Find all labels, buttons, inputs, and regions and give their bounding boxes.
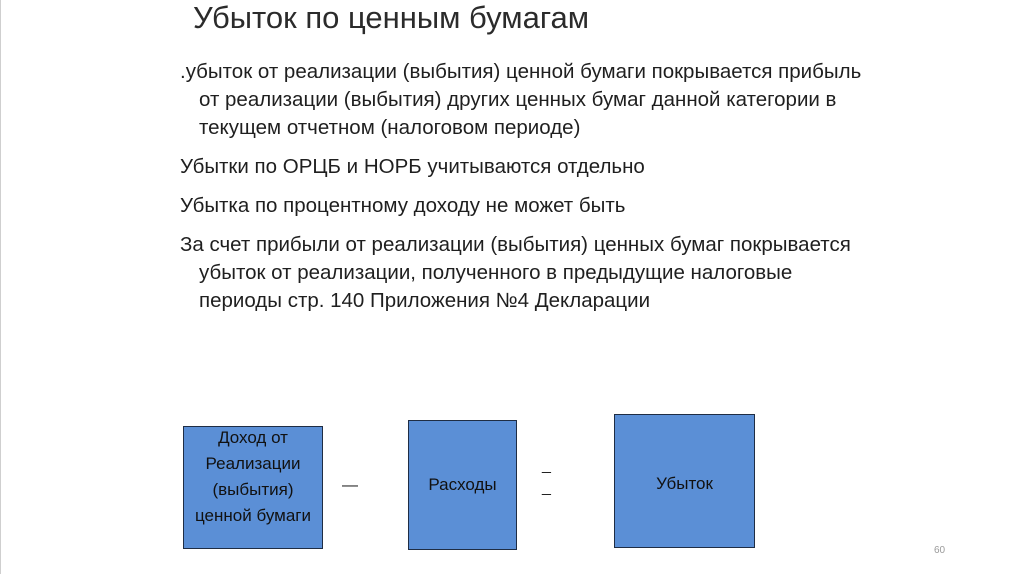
paragraph-3: Убытка по процентному доходу не может быть (180, 194, 626, 217)
income-box (183, 426, 323, 549)
equals-sign-top: _ (542, 457, 551, 474)
page-number: 60 (934, 545, 946, 556)
slide-body (180, 58, 870, 315)
equals-sign-bottom: _ (542, 479, 551, 496)
income-box-label: Доход от Реализации (выбытия) ценной бумаги (195, 428, 311, 525)
expenses-box (408, 420, 517, 550)
loss-box (614, 414, 755, 548)
paragraph-2: Убытки по ОРЦБ и НОРБ учитываются отдельно (180, 155, 645, 178)
minus-sign: — (342, 477, 358, 494)
slide-left-border (0, 0, 7, 574)
expenses-box-label: Расходы (428, 475, 497, 494)
paragraph-4: За счет прибыли от реализации (выбытия) ценных бумаг покрывается убыток от реализации, полученного в предыдущие налоговые периоды стр. 140 Приложения №4 Декларации (180, 233, 851, 312)
slide-title: Убыток по ценным бумагам (193, 0, 590, 35)
paragraph-1: .убыток от реализации (выбытия) ценной бумаги покрывается прибыль от реализации (выбытия) других ценных бумаг данной категории в текущем отчетном (налоговом периоде) (180, 60, 862, 139)
loss-box-label: Убыток (656, 474, 713, 493)
